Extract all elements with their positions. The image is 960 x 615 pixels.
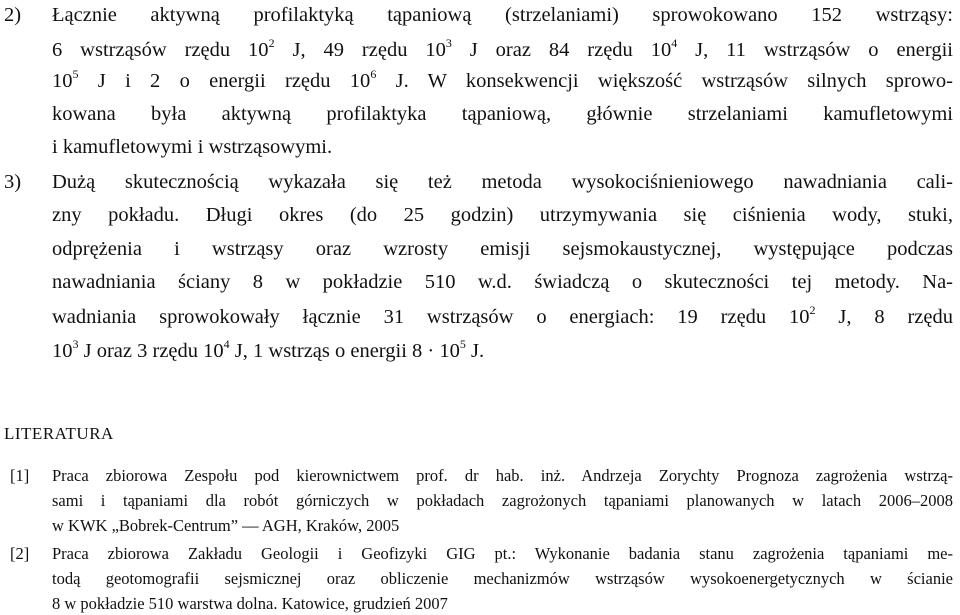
item-3-number: 3): [4, 171, 22, 193]
item-3-line-2: zny pokładu. Długi okres (do 25 godzin) utrzymywania się ciśnienia wody, stuki,: [52, 204, 953, 226]
reference-2-line-3: 8 w pokładzie 510 warstwa dolna. Katowice, grudzień 2007: [52, 594, 448, 613]
item-2-line-2: 6 wstrząsów rzędu $10^2$ J, 49 rzędu $10^3$ J oraz 84 rzędu $10^4$ J, 11 wstrząsów o energii: [52, 36, 953, 61]
item-2-line-1: Łącznie aktywną profilaktyką tąpaniową (strzelaniami) sprowokowano 152 wstrząsy:: [52, 4, 953, 26]
item-3-line-4: nawadniania ściany 8 w pokładzie 510 w.d. świadczą o skuteczności tej metody. Na-: [52, 271, 953, 293]
reference-1-line-3: w KWK „Bobrek-Centrum” — AGH, Kraków, 2005: [52, 516, 400, 535]
item-2-line-5: i kamufletowymi i wstrząsowymi.: [52, 136, 333, 158]
item-3-line-6: $10^3$ J oraz 3 rzędu $10^4$ J, 1 wstrząs o energii $8 \cdot 10^5$ J.: [52, 337, 485, 362]
item-3-line-1: Dużą skutecznością wykazała się też metoda wysokociśnieniowego nawadniania cali-: [52, 171, 953, 193]
literature-heading: LITERATURA: [4, 424, 114, 443]
item-3-line-5: wadniania sprowokowały łącznie 31 wstrząsów o energiach: 19 rzędu $10^2$ J, 8 rzędu: [52, 303, 953, 328]
reference-1-line-1: Praca zbiorowa Zespołu pod kierownictwem prof. dr hab. inż. Andrzeja Zorychty Prognoza zagrożenia wstrzą-: [52, 466, 953, 485]
item-2-number: 2): [4, 4, 22, 26]
reference-1-line-2: sami i tąpaniami dla robót górniczych w pokładach zagrożonych tąpaniami planowanych w latach 2006–2008: [52, 491, 953, 510]
reference-2-label: [2]: [10, 544, 30, 563]
reference-2-line-2: todą geotomografii sejsmicznej oraz obliczenie mechanizmów wstrząsów wysokoenergetycznych w ścianie: [52, 569, 953, 588]
item-3-line-3: odprężenia i wstrząsy oraz wzrosty emisji sejsmokaustycznej, występujące podczas: [52, 238, 953, 260]
item-2-line-3: $10^5$ J i 2 o energii rzędu $10^6$ J. W konsekwencji większość wstrząsów silnych sprowo-: [52, 67, 953, 92]
reference-1-label: [1]: [10, 466, 30, 485]
item-2-line-4: kowana była aktywną profilaktyka tąpaniową, głównie strzelaniami kamufletowymi: [52, 103, 953, 125]
reference-2-line-1: Praca zbiorowa Zakładu Geologii i Geofizyki GIG pt.: Wykonanie badania stanu zagrożenia tąpaniami me-: [52, 544, 953, 563]
